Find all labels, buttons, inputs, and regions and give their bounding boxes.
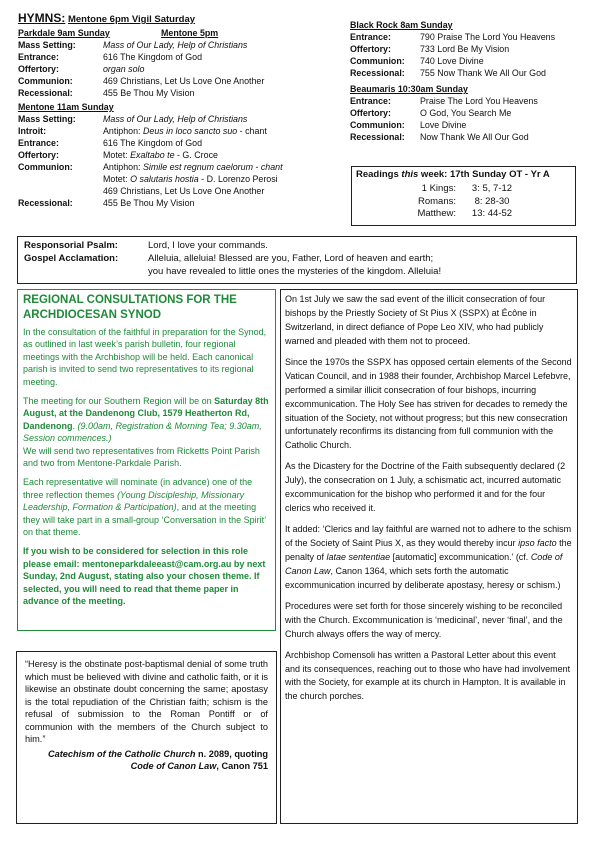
sspx-paragraph-1: On 1st July we saw the sad event of the illicit consecration of four bishops by the Priestly Society of St Pius X (SSPX) at Écône in Switzerland, in direct defiance of Pope Leo XIV, who had publicly warned and pleaded with them not to proceed. <box>285 294 546 346</box>
reading-ref: 8: 28-30 <box>474 195 510 207</box>
hymn-label: Recessional: <box>18 198 73 209</box>
readings-list <box>356 183 571 221</box>
reading-row <box>356 208 571 221</box>
hymn-label: Mass Setting: <box>18 39 76 50</box>
hymn-value: 790 Praise The Lord You Heavens <box>420 32 556 43</box>
hymn-label: Entrance: <box>350 96 391 107</box>
hymn-value-part: Antiphon: <box>103 125 143 136</box>
hymn-row <box>18 75 338 87</box>
sspx-paragraph-6: Archbishop Comensoli has written a Pastoral Letter about this event and its consequences, reaching out to those who have had involvement with the Society, for example at its church in Hampton. It is available in the church porches. <box>285 649 571 702</box>
reading-book: Matthew: <box>417 208 456 220</box>
hymn-row <box>18 197 338 209</box>
hymn-value-part: Exaltabo te <box>130 149 175 160</box>
sspx-paragraph-2: Since the 1970s the SSPX has opposed certain elements of the Second Vatican Council, and in 1988 their founder, Archbishop Marcel Lefebvre, performed a similar illicit consecration of four bishops, incurring excommunication. The Holy See has striven for decades to remedy the situation of the Society, not without progress; but this new consecration unfortunately reconfirms its distancing from full communion with the Catholic Church. <box>285 356 572 451</box>
synod-title: REGIONAL CONSULTATIONS FOR THE ARCHDIOCESAN SYNOD <box>23 294 237 321</box>
hymn-value: Now Thank We All Our God <box>420 132 529 143</box>
hymn-value: 455 Be Thou My Vision <box>103 87 195 98</box>
hymn-value: 740 Love Divine <box>420 56 484 67</box>
hymn-label: Introit: <box>18 125 47 136</box>
hymn-value-part: 616 The Kingdom of God <box>103 137 203 148</box>
hymn-label: Offertory: <box>18 149 59 160</box>
mentone11-heading: Mentone 11am Sunday <box>18 101 114 112</box>
sspx-paragraph-5: Procedures were set forth for those sincerely wishing to be reconciled with the Church. Excommunication is ‘medicinal’, never ‘final’, and the Church always offers the way of mercy. <box>285 600 563 639</box>
hymn-row <box>350 107 580 119</box>
hymn-value: 469 Christians, Let Us Love One Another <box>103 75 265 86</box>
parkdale-hymn-list <box>18 39 338 99</box>
hymns-section <box>18 10 338 209</box>
synod-box <box>17 289 276 631</box>
hymn-value-part: Mass of Our Lady, Help of Christians <box>103 113 248 124</box>
hymn-value: organ solo <box>103 63 145 74</box>
hymn-value <box>103 125 338 137</box>
sspx-paragraph-3: As the Dicastery for the Doctrine of the Faith subsequently declared (2 July), the consecration on 1 July, a schismatic act, incurred automatic excommunication for the bishop who performed it and for the four clerics who received it. <box>285 461 566 514</box>
hymn-value-part: - G. Croce <box>174 149 218 160</box>
readings-box <box>351 166 576 226</box>
hymn-label <box>18 173 103 185</box>
hymn-value <box>103 173 338 185</box>
hymn-value-part: Antiphon: <box>103 161 143 172</box>
hymn-row <box>350 119 580 131</box>
hymn-value: Love Divine <box>420 120 467 131</box>
hymn-value-part: Deus in loco sancto suo <box>142 125 238 136</box>
sspx-paragraph-4: It added: ‘Clerics and lay faithful are warned not to adhere to the schism of the Society of Saint Pius X, as they would thereby incur ipso facto the penalty of latae sententiae [automatic] excommunication.’ (cf. Code of Canon Law, Canon 1364, which sets forth the automatic excommunication incurred by deliberate apostasy, heresy or schism.) <box>285 524 572 590</box>
hymn-row <box>18 51 338 63</box>
hymn-value-part: O salutaris hostia <box>130 174 199 184</box>
hymn-value: Mass of Our Lady, Help of Christians <box>103 39 248 50</box>
hymn-label: Communion: <box>18 75 73 86</box>
hymn-label: Entrance: <box>18 51 59 62</box>
hymn-value: 733 Lord Be My Vision <box>420 44 510 55</box>
hymn-value-part: 469 Christians, Let Us Love One Another <box>103 186 265 197</box>
hymn-value: O God, You Search Me <box>420 108 512 119</box>
hymn-row <box>18 113 338 125</box>
synod-paragraph-2b: We will send two representatives from Ricketts Point Parish and two from Mentone-Parkdale Parish. <box>23 445 260 468</box>
psalm-text: Lord, I love your commands. <box>148 240 268 251</box>
hymn-label: Entrance: <box>350 32 391 43</box>
hymns-header <box>18 10 338 27</box>
hymn-row <box>18 185 338 197</box>
quote-box <box>16 651 277 824</box>
hymn-row <box>350 95 580 107</box>
hymns-heading: HYMNS: <box>18 11 66 25</box>
hymn-row <box>350 31 580 43</box>
reading-book: 1 Kings: <box>421 182 456 194</box>
psalm-label: Responsorial Psalm: <box>24 240 118 251</box>
hymn-row <box>18 137 338 149</box>
vigil-heading: Mentone 6pm Vigil Saturday <box>67 14 196 25</box>
hymn-label: Mass Setting: <box>18 113 76 124</box>
hymn-value <box>103 161 338 173</box>
hymn-row <box>18 161 338 173</box>
hymn-value-part: Motet: <box>103 149 131 160</box>
hymn-value <box>103 197 338 209</box>
hymn-label: Offertory: <box>350 44 391 55</box>
hymn-value-part: 455 Be Thou My Vision <box>103 198 195 209</box>
readings-title: Readings this week: 17th Sunday OT - Yr A <box>356 169 550 180</box>
beaumaris-hymn-list <box>350 95 580 143</box>
hymn-label: Communion: <box>350 120 405 131</box>
hymn-label: Offertory: <box>350 108 391 119</box>
reading-ref: 13: 44-52 <box>471 208 513 220</box>
mentone11-hymn-list <box>18 113 338 209</box>
hymn-row <box>350 67 580 79</box>
gospel-line2: you have revealed to little ones the mysteries of the kingdom. Alleluia! <box>148 265 442 277</box>
blackrock-heading: Black Rock 8am Sunday <box>350 20 453 30</box>
hymn-label: Entrance: <box>18 137 59 148</box>
hymn-value-part: Motet: <box>103 174 131 184</box>
hymn-row <box>350 43 580 55</box>
hymn-row <box>18 63 338 75</box>
hymn-row <box>18 125 338 137</box>
hymn-row <box>18 149 338 161</box>
mentone5-heading: Mentone 5pm <box>161 27 219 38</box>
hymn-label: Recessional: <box>350 68 405 79</box>
hymn-value-part: - chant <box>237 125 267 136</box>
quote-text: “Heresy is the obstinate post-baptismal denial of some truth which must be believed with divine and catholic faith, or it is likewise an obstinate doubt concerning the same; apostasy is the total repudiation of the Christian faith; schism is the refusal of submission to the Roman Pontiff or of communion with the members of the Church subject to him.” <box>25 659 268 745</box>
hymn-value <box>103 137 338 149</box>
reading-ref: 3: 5, 7-12 <box>471 182 513 194</box>
hymn-value <box>103 113 338 125</box>
hymn-row <box>350 131 580 143</box>
synod-paragraph-4: If you wish to be considered for selection in this role please email: mentoneparkdaleeast@cam.org.au by next Sunday, 2nd August, stating also your chosen theme. If selected, you will need to read that theme paper in advance of the meeting. <box>23 546 266 606</box>
psalm-box <box>17 236 577 284</box>
parkdale-heading: Parkdale 9am Sunday <box>18 27 110 38</box>
hymn-label: Communion: <box>18 161 73 172</box>
hymn-value <box>103 149 338 161</box>
hymn-label: Communion: <box>350 56 405 67</box>
gospel-line1: Alleluia, alleluia! Blessed are you, Father, Lord of heaven and earth; <box>148 252 434 264</box>
hymn-row <box>18 39 338 51</box>
hymn-value: 755 Now Thank We All Our God <box>420 68 546 79</box>
hymn-label: Recessional: <box>18 87 73 98</box>
hymn-value-part: - D. Lorenzo Perosi <box>198 174 278 184</box>
sspx-article-box <box>280 289 578 824</box>
synod-paragraph-2: The meeting for our Southern Region will be on Saturday 8th August, at the Dandenong Club, 1579 Heatherton Rd, Dandenong. (9.00am, Registration & Morning Tea; 9.30am, Session commences.) <box>23 395 269 444</box>
hymn-row <box>18 87 338 99</box>
quote-citation-line2: Code of Canon Law, Canon 751 <box>130 761 268 772</box>
reading-row <box>356 183 571 196</box>
hymn-label <box>18 185 103 197</box>
blackrock-hymn-list <box>350 31 580 79</box>
hymn-row <box>350 55 580 67</box>
hymn-value: 616 The Kingdom of God <box>103 51 203 62</box>
synod-paragraph-3: Each representative will nominate (in advance) one of the three reflection themes (Young Discipleship, Missionary Leadership, Formation & Participation), and at the meeting they will take part in a small-group ‘Conversation in the Spirit’ on that theme. <box>23 477 266 537</box>
reading-row <box>356 196 571 209</box>
hymn-label: Offertory: <box>18 63 59 74</box>
hymn-value <box>103 185 338 197</box>
synod-paragraph-1: In the consultation of the faithful in preparation for the Synod, as outlined in last week’s parish bulletin, four regional meetings with the Archbishop will be held. Each canonical parish is invited to send two representatives to its regional meeting. <box>23 326 267 387</box>
reading-book: Romans: <box>417 195 456 207</box>
hymn-label: Recessional: <box>350 132 405 143</box>
hymn-value: Praise The Lord You Heavens <box>420 96 538 107</box>
quote-citation-line1: Catechism of the Catholic Church n. 2089, quoting <box>47 748 268 759</box>
gospel-label: Gospel Acclamation: <box>24 252 119 264</box>
beaumaris-heading: Beaumaris 10:30am Sunday <box>350 84 468 95</box>
hymn-row <box>18 173 338 185</box>
hymn-value-part: Simile est regnum caelorum - chant <box>142 161 283 172</box>
hymns-right-section <box>350 19 580 143</box>
